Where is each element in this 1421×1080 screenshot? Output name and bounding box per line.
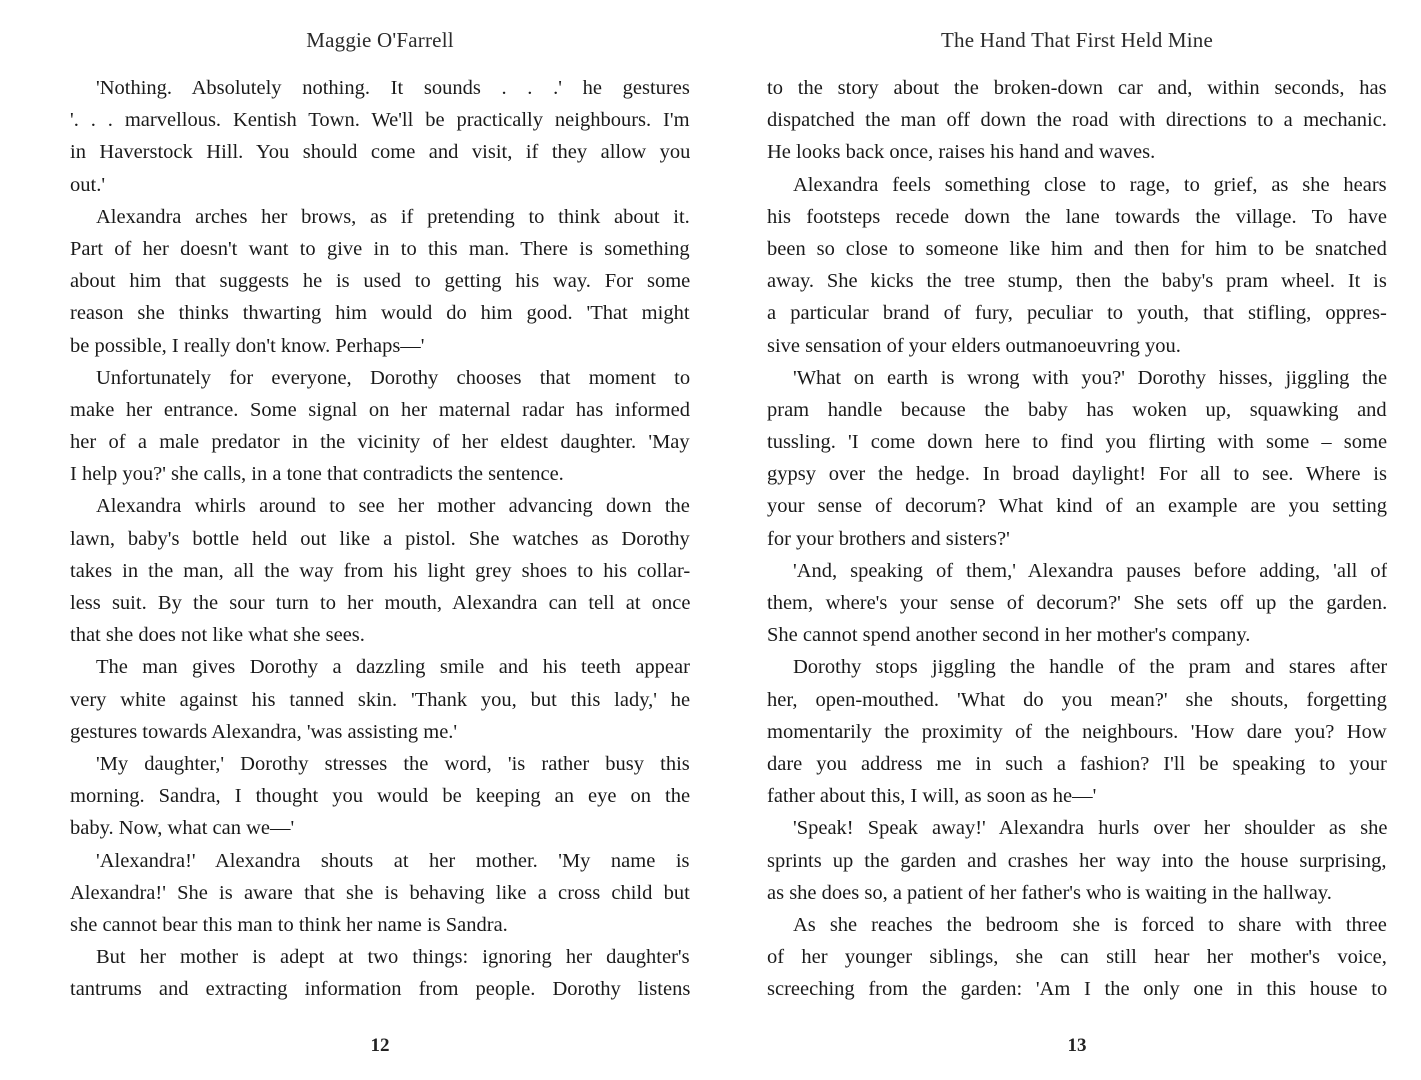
text-line <box>70 684 690 716</box>
running-head-title: The Hand That First Held Mine <box>941 28 1213 52</box>
text-line <box>767 297 1387 329</box>
text-line <box>767 812 1387 844</box>
line-text: I help you?' she calls, in a tone that contradicts the sentence. <box>70 463 564 486</box>
line-text: The man gives Dorothy a dazzling smile and his teeth appear <box>96 656 690 679</box>
text-line <box>767 651 1387 683</box>
text-line <box>70 394 690 426</box>
running-head-author: Maggie O'Farrell <box>306 28 454 52</box>
line-text: dare you address me in such a fashion? I'll be speaking to your <box>767 752 1387 775</box>
line-text: about him that suggests he is used to getting his way. For some <box>70 270 690 293</box>
text-line <box>70 941 690 973</box>
line-text: her of a male predator in the vicinity of her eldest daughter. 'May <box>70 431 690 454</box>
text-line <box>767 201 1387 233</box>
line-text: them, where's your sense of decorum?' She sets off up the garden. <box>767 592 1387 614</box>
text-line <box>70 780 690 812</box>
text-line <box>767 845 1387 877</box>
line-text: '. . . marvellous. Kentish Town. We'll be practically neighbours. I'm <box>70 109 690 132</box>
text-line <box>70 877 690 909</box>
line-text: away. She kicks the tree stump, then the baby's pram wheel. It is <box>767 270 1387 293</box>
line-text: 'My daughter,' Dorothy stresses the word, 'is rather busy this <box>96 752 690 775</box>
line-text: a particular brand of fury, peculiar to youth, that stifling, oppres- <box>767 302 1387 325</box>
text-line <box>70 812 690 844</box>
line-text: father about this, I will, as soon as he—' <box>767 785 1097 808</box>
line-text: tussling. 'I come down here to find you flirting with some – some <box>767 431 1387 454</box>
line-text: morning. Sandra, I thought you would be keeping an eye on the <box>70 785 690 808</box>
line-text: she cannot bear this man to think her name is Sandra. <box>70 913 508 936</box>
line-text: dispatched the man off down the road with directions to a mechanic. <box>767 109 1387 132</box>
line-text: your sense of decorum? What kind of an example are you setting <box>767 495 1387 518</box>
left-page <box>70 0 690 1080</box>
line-text: his footsteps recede down the lane towards the village. To have <box>767 205 1387 228</box>
line-text: less suit. By the sour turn to her mouth, Alexandra can tell at once <box>70 592 690 614</box>
line-text: lawn, baby's bottle held out like a pistol. She watches as Dorothy <box>70 527 690 550</box>
text-line <box>70 748 690 780</box>
line-text: Unfortunately for everyone, Dorothy chooses that moment to <box>96 366 690 389</box>
page-number-left: 12 <box>370 1035 390 1056</box>
text-line <box>70 104 690 136</box>
line-text: her, open-mouthed. 'What do you mean?' she shouts, forgetting <box>767 688 1387 711</box>
line-text: of her younger siblings, she can still hear her mother's voice, <box>767 946 1387 969</box>
text-line <box>70 716 690 748</box>
line-text: reason she thinks thwarting him would do him good. 'That might <box>70 302 690 325</box>
text-line <box>70 490 690 522</box>
line-text: tantrums and extracting information from people. Dorothy listens <box>70 978 690 1001</box>
line-text: Alexandra feels something close to rage, to grief, as she hears <box>793 173 1387 196</box>
text-line <box>70 909 690 941</box>
line-text: baby. Now, what can we—' <box>70 817 295 840</box>
line-text: as she does so, a patient of her father's who is waiting in the hallway. <box>767 881 1332 904</box>
text-line <box>767 973 1387 1005</box>
right-body-text <box>767 72 1387 1005</box>
text-line <box>767 780 1387 812</box>
page-number-right: 13 <box>1067 1035 1087 1056</box>
text-line <box>70 845 690 877</box>
text-line <box>70 297 690 329</box>
line-text: in Haverstock Hill. You should come and visit, if they allow you <box>70 141 690 164</box>
line-text: gypsy over the hedge. In broad daylight! For all to see. Where is <box>767 463 1387 486</box>
text-line <box>767 490 1387 522</box>
text-line <box>70 973 690 1005</box>
line-text: that she does not like what she sees. <box>70 624 365 647</box>
text-line <box>767 265 1387 297</box>
text-line <box>70 523 690 555</box>
text-line <box>767 941 1387 973</box>
text-line <box>70 169 690 201</box>
line-text: Part of her doesn't want to give in to this man. There is something <box>70 237 690 260</box>
line-text: 'Alexandra!' Alexandra shouts at her mother. 'My name is <box>96 849 690 872</box>
text-line <box>767 169 1387 201</box>
text-line <box>70 72 690 104</box>
text-line <box>767 394 1387 426</box>
text-line <box>767 104 1387 136</box>
line-text: 'And, speaking of them,' Alexandra pauses before adding, 'all of <box>793 559 1387 582</box>
text-line <box>767 136 1387 168</box>
text-line <box>767 523 1387 555</box>
line-text: 'Nothing. Absolutely nothing. It sounds . . .' he gestures <box>96 77 690 99</box>
text-line <box>70 426 690 458</box>
text-line <box>767 458 1387 490</box>
line-text: for your brothers and sisters?' <box>767 527 1010 550</box>
line-text: sprints up the garden and crashes her way into the house surprising, <box>767 849 1387 872</box>
line-text: But her mother is adept at two things: ignoring her daughter's <box>96 946 690 969</box>
text-line <box>70 619 690 651</box>
text-line <box>767 877 1387 909</box>
text-line <box>767 684 1387 716</box>
line-text: takes in the man, all the way from his light grey shoes to his collar- <box>70 559 690 582</box>
line-text: As she reaches the bedroom she is forced to share with three <box>793 913 1387 936</box>
text-line <box>767 233 1387 265</box>
line-text: screeching from the garden: 'Am I the only one in this house to <box>767 978 1387 1001</box>
line-text: be possible, I really don't know. Perhaps—' <box>70 334 425 357</box>
text-line <box>767 426 1387 458</box>
text-line <box>70 458 690 490</box>
right-page <box>767 0 1387 1080</box>
text-line <box>767 909 1387 941</box>
text-line <box>767 619 1387 651</box>
text-line <box>767 362 1387 394</box>
line-text: make her entrance. Some signal on her maternal radar has informed <box>70 398 690 421</box>
text-line <box>767 555 1387 587</box>
line-text: She cannot spend another second in her mother's company. <box>767 624 1251 647</box>
text-line <box>767 748 1387 780</box>
text-line <box>70 201 690 233</box>
text-line <box>70 587 690 619</box>
line-text: pram handle because the baby has woken up, squawking and <box>767 398 1387 421</box>
line-text: momentarily the proximity of the neighbours. 'How dare you? How <box>767 720 1387 743</box>
line-text: Alexandra arches her brows, as if pretending to think about it. <box>96 205 690 228</box>
text-line <box>70 265 690 297</box>
line-text: been so close to someone like him and then for him to be snatched <box>767 237 1387 260</box>
text-line <box>70 136 690 168</box>
left-body-text <box>70 72 690 1005</box>
text-line <box>70 555 690 587</box>
text-line <box>70 330 690 362</box>
text-line <box>767 72 1387 104</box>
text-line <box>70 651 690 683</box>
line-text: to the story about the broken-down car and, within seconds, has <box>767 77 1387 99</box>
line-text: He looks back once, raises his hand and waves. <box>767 141 1156 164</box>
text-line <box>767 587 1387 619</box>
line-text: Dorothy stops jiggling the handle of the pram and stares after <box>793 656 1387 679</box>
text-line <box>767 330 1387 362</box>
text-line <box>70 233 690 265</box>
line-text: very white against his tanned skin. 'Thank you, but this lady,' he <box>70 688 690 711</box>
line-text: 'Speak! Speak away!' Alexandra hurls over her shoulder as she <box>793 817 1387 840</box>
text-line <box>767 716 1387 748</box>
line-text: out.' <box>70 173 106 196</box>
line-text: sive sensation of your elders outmanoeuvring you. <box>767 334 1181 357</box>
line-text: gestures towards Alexandra, 'was assisting me.' <box>70 720 458 743</box>
line-text: Alexandra whirls around to see her mother advancing down the <box>96 495 690 518</box>
line-text: 'What on earth is wrong with you?' Dorothy hisses, jiggling the <box>793 366 1387 389</box>
text-line <box>70 362 690 394</box>
line-text: Alexandra!' She is aware that she is behaving like a cross child but <box>70 881 690 904</box>
